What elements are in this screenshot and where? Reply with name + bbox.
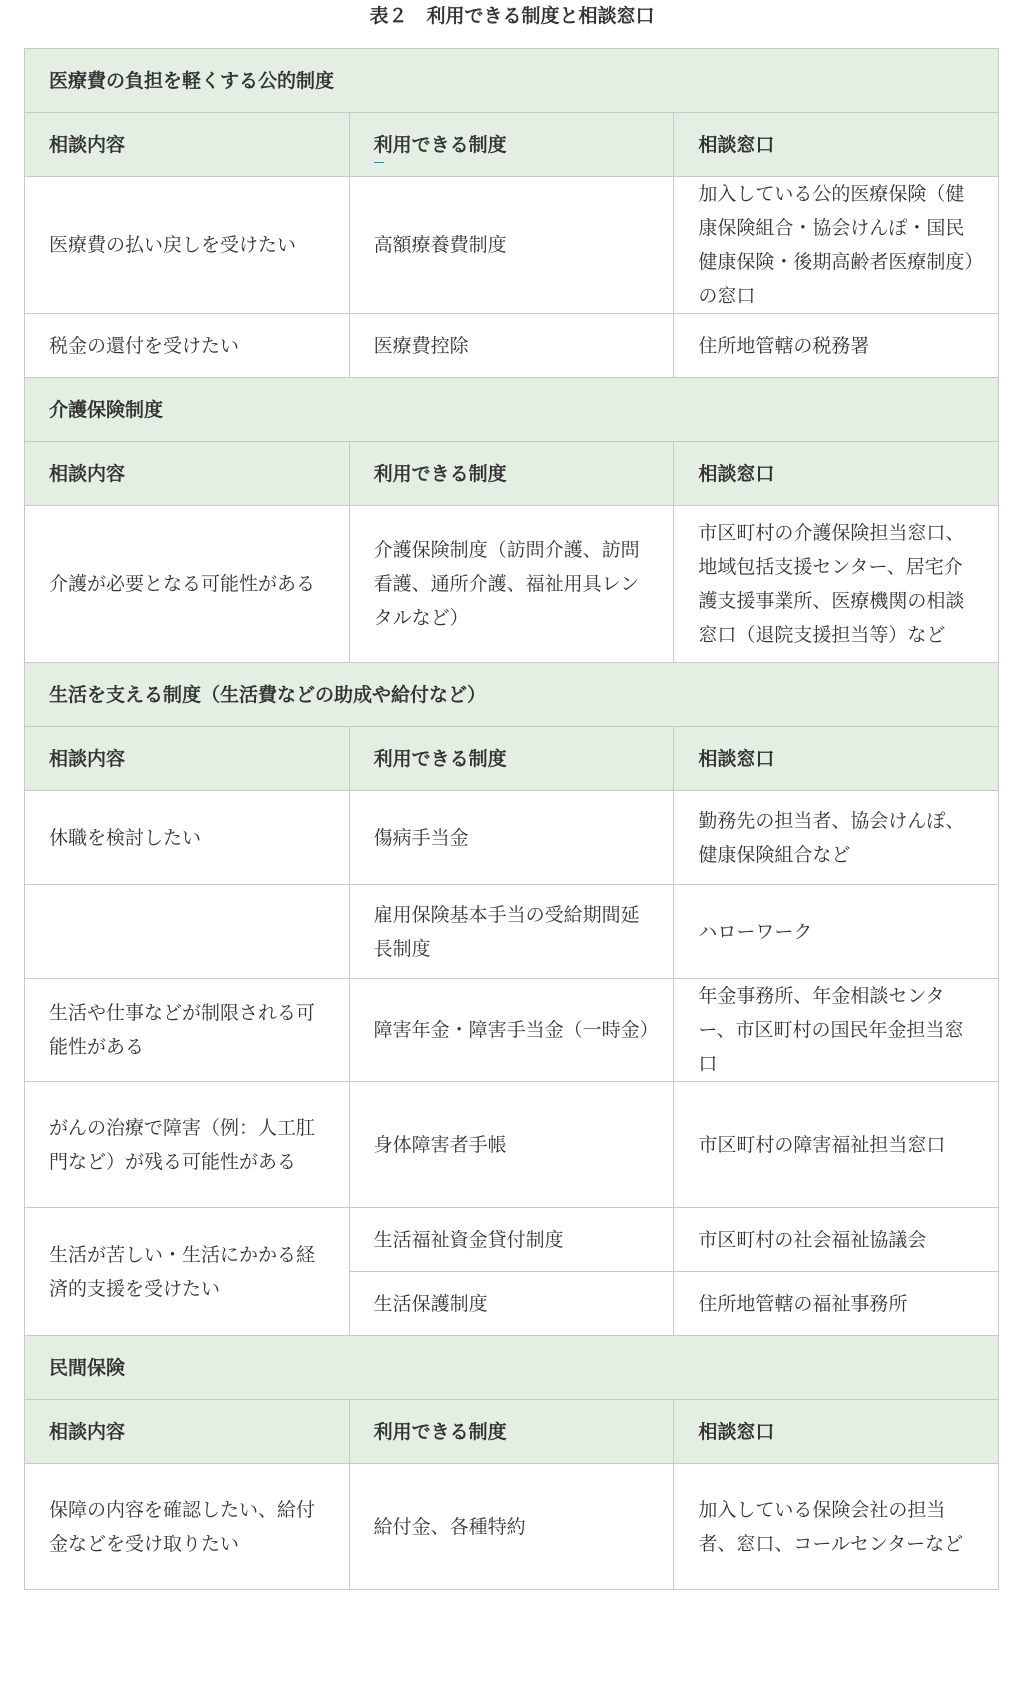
header-consultation: 相談内容	[25, 442, 350, 506]
cell-consultation: 医療費の払い戻しを受けたい	[25, 177, 350, 314]
cell-consultation: 生活や仕事などが制限される可能性がある	[25, 979, 350, 1082]
cell-contact: ハローワーク	[674, 885, 999, 979]
section-title: 生活を支える制度（生活費などの助成や給付など）	[25, 663, 999, 727]
cell-consultation: 生活が苦しい・生活にかかる経済的支援を受けたい	[25, 1208, 350, 1336]
table-row	[25, 1082, 999, 1208]
table-caption: 表２ 利用できる制度と相談窓口	[369, 5, 655, 27]
cell-system: 介護保険制度（訪問介護、訪問看護、通所介護、福祉用具レンタルなど）	[349, 506, 674, 663]
cell-system: 医療費控除	[349, 314, 674, 378]
header-consultation: 相談内容	[25, 1400, 350, 1464]
section-row-living	[25, 663, 999, 727]
cell-system: 身体障害者手帳	[349, 1082, 674, 1208]
cell-consultation: 休職を検討したい	[25, 791, 350, 885]
cell-consultation: 税金の還付を受けたい	[25, 314, 350, 378]
table-row	[25, 177, 999, 314]
header-consultation: 相談内容	[25, 727, 350, 791]
table-row	[25, 506, 999, 663]
section-title: 医療費の負担を軽くする公的制度	[25, 49, 999, 113]
cell-contact: 加入している保険会社の担当者、窓口、コールセンターなど	[674, 1464, 999, 1590]
cell-contact: 市区町村の社会福祉協議会	[674, 1208, 999, 1272]
cell-contact: 勤務先の担当者、協会けんぽ、健康保険組合など	[674, 791, 999, 885]
cell-contact: 年金事務所、年金相談センター、市区町村の国民年金担当窓口	[674, 979, 999, 1082]
cell-contact: 市区町村の障害福祉担当窓口	[674, 1082, 999, 1208]
header-consultation: 相談内容	[25, 113, 350, 177]
cell-consultation: 保障の内容を確認したい、給付金などを受け取りたい	[25, 1464, 350, 1590]
header-row	[25, 113, 999, 177]
cell-contact: 住所地管轄の税務署	[674, 314, 999, 378]
systems-table	[24, 48, 999, 1590]
table-row	[25, 1464, 999, 1590]
table-row	[25, 791, 999, 885]
header-system: 利用できる制度	[349, 1400, 674, 1464]
header-system: 利用できる制度	[349, 727, 674, 791]
table-row	[25, 885, 999, 979]
header-row	[25, 442, 999, 506]
header-contact: 相談窓口	[674, 1400, 999, 1464]
table-row	[25, 979, 999, 1082]
cell-contact: 市区町村の介護保険担当窓口、地域包括支援センター、居宅介護支援事業所、医療機関の相談窓口（退院支援担当等）など	[674, 506, 999, 663]
table-row	[25, 1208, 999, 1272]
header-contact: 相談窓口	[674, 442, 999, 506]
section-row-medical	[25, 49, 999, 113]
header-system: 利用できる制度	[349, 442, 674, 506]
header-system-label: 利用できる制度	[374, 128, 507, 162]
cell-consultation: がんの治療で障害（例：人工肛門など）が残る可能性がある	[25, 1082, 350, 1208]
cell-system: 生活保護制度	[349, 1272, 674, 1336]
section-row-private-insurance	[25, 1336, 999, 1400]
cell-consultation: 介護が必要となる可能性がある	[25, 506, 350, 663]
cell-system: 雇用保険基本手当の受給期間延長制度	[349, 885, 674, 979]
section-title: 介護保険制度	[25, 378, 999, 442]
cell-consultation	[25, 885, 350, 979]
cell-contact: 加入している公的医療保険（健康保険組合・協会けんぽ・国民健康保険・後期高齢者医療制度）の窓口	[674, 177, 999, 314]
header-row	[25, 1400, 999, 1464]
cell-system: 高額療養費制度	[349, 177, 674, 314]
cell-system: 障害年金・障害手当金（一時金）	[349, 979, 674, 1082]
section-title: 民間保険	[25, 1336, 999, 1400]
table-row	[25, 314, 999, 378]
section-row-care	[25, 378, 999, 442]
header-contact: 相談窓口	[674, 727, 999, 791]
header-row	[25, 727, 999, 791]
cell-system: 給付金、各種特約	[349, 1464, 674, 1590]
cell-system: 生活福祉資金貸付制度	[349, 1208, 674, 1272]
header-system	[349, 113, 674, 177]
cell-system: 傷病手当金	[349, 791, 674, 885]
header-contact: 相談窓口	[674, 113, 999, 177]
cell-contact: 住所地管轄の福祉事務所	[674, 1272, 999, 1336]
